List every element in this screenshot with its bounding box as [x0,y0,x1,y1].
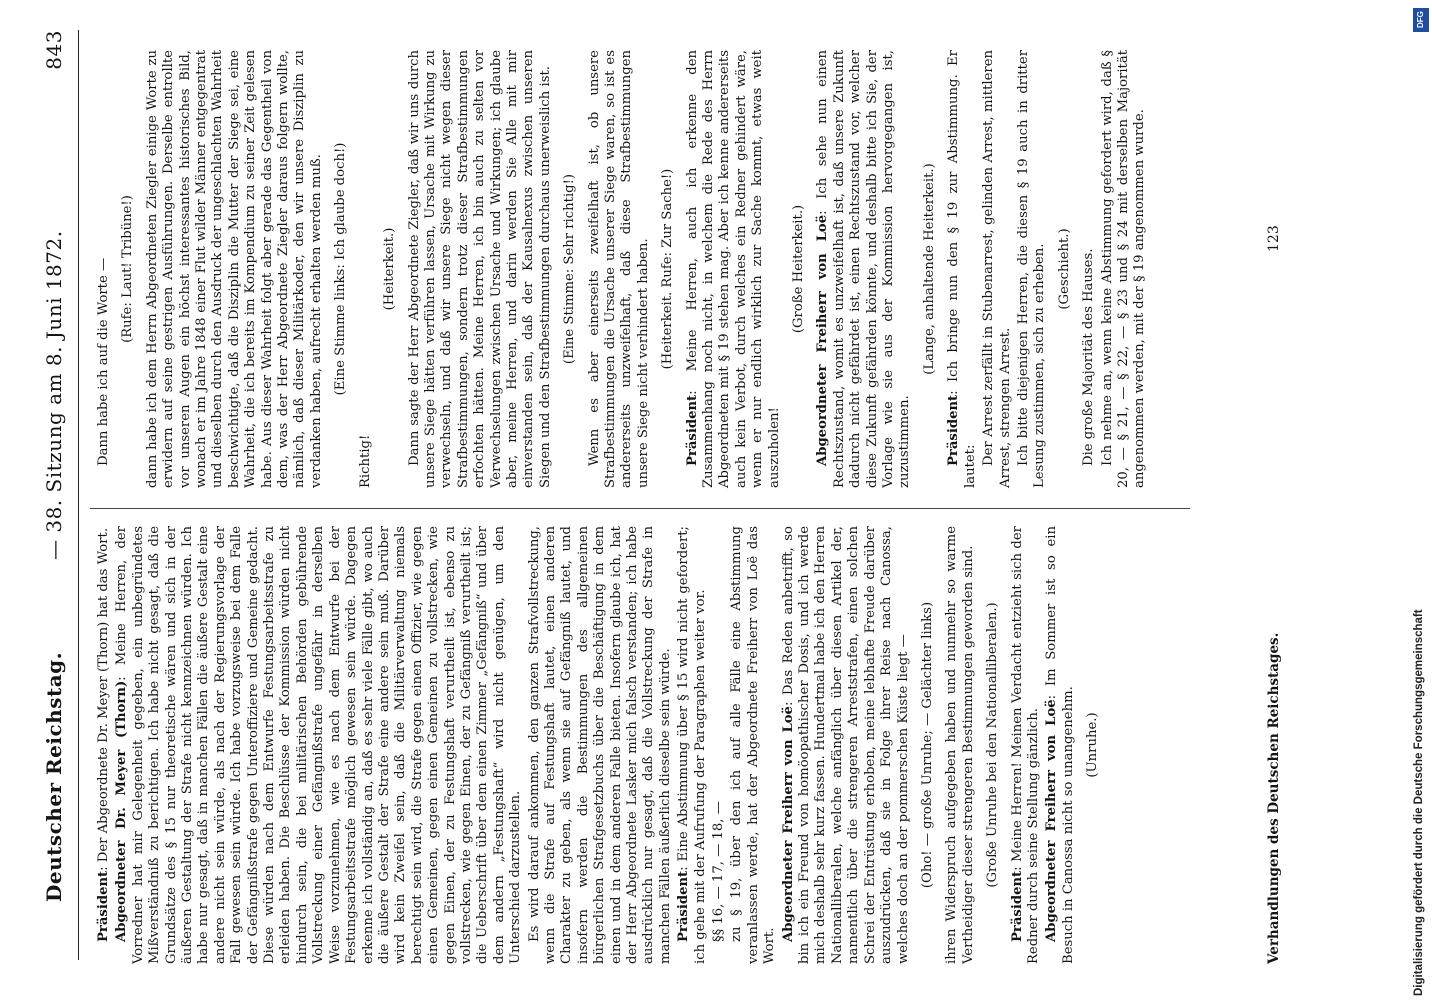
paragraph [1081,50,1097,488]
speaker-name: Präsident [1009,870,1025,942]
paragraph-text: (Heiterkeit. Rufe: Zur Sache!) [660,168,676,370]
paragraph-text: Ich bitte diejenigen Herren, die diesen § 19 auch in dritter Lesung zustimmen, sich zu erheben. [1015,50,1048,488]
paragraph [815,50,913,488]
footer-publication: Verhandlungen des Deutschen Reichstages. [1266,632,1282,964]
paragraph-text: (Große Unruhe bei den Nationalliberalen.) [985,602,1001,888]
paragraph-text: : Meine Herren, auch ich erkenne den Zusammenhang noch nicht, in welchem die Rede des Herrn Abgeordneten mit § 19 stehen mag. Aber ich kenne andererseits auch kein Verbot, durch welches ein Redner gehindert wäre, wenn er nur endlich wirklich zur Sache kommt, etwas weit auszuholen! [684,50,782,488]
paragraph-text: (Oho! — große Unruhe; — Gelächter links) [919,601,935,889]
paragraph [96,50,112,488]
paragraph [981,50,1014,488]
speaker-name: Präsident [684,394,700,466]
paragraph [1044,526,1077,964]
speaker-name: Abgeordneter Freiherr von Loë [1044,699,1060,942]
paragraph-text: : Meine Herren! Meinen Verdacht entzieht sich der Redner durch seine Stellung gänzlich. [1009,526,1041,964]
paragraph-text: zu § 19, über den ich auf alle Fälle eine Abstimmung veranlassen werde, hat der Abgeordnete Freiherr von Loë das Wort. [729,526,778,964]
paragraph-text: (Lange, anhaltende Heiterkeit.) [921,163,937,375]
paragraph-text: : Ich sehe nun einen Rechtszustand, womit es unzweifelhaft ist, daß unsere Zukunft dadurch nicht gefährdet ist, einen Rechtszustand vor, welcher diese Zukunft gefährden könnte, und deshalb bitte ich Sie, der Vorlage wie sie aus der Kommission hervorgegangen ist, zuzustimmen. [815,50,913,488]
header-rule [78,30,79,960]
paragraph [920,526,936,964]
paragraph-text: (Große Heiterkeit.) [791,204,807,334]
journal-title: Deutscher Reichstag. [42,651,66,902]
paragraph-text: : Meine Herren, der Vorredner hat mir Gelegenheit gegeben, ein unbegründetes Mißverständniß zu berichtigen. Ich habe nicht gesagt, daß die Grundsätze des § 15 nur theoretische wären und sich in der äußeren Gestaltung der Strafe nicht kennzeichnen würden. Ich habe nur gesagt, daß in manchen Fällen die äußere Gestalt eine andere nicht sein würde, als nach der Regierungsvorlage der Fall gewesen sein würde. Ich habe vorzugsweise bei dem Falle der Gefängnißstrafe gegen Unteroffiziere und Gemeine gedacht. Diese würden nach dem Entwurfe Festungsarbeitsstrafe zu erleiden haben. Die Beschlüsse der Kommission würden nicht hindurch sein, die bei militärischen Behörden gebührende Vollstreckung einer Gefängnißstrafe ungefähr in derselben Weise vorzunehmen, wie es nach dem Entwurfe bei der Festungsarbeitsstrafe möglich gewesen sein würde. Dagegen erkenne ich vollständig an, daß es sehr viele Fälle gibt, wo auch die äußere Gestalt der Strafe eine andere sein muß. Darüber wird kein Zweifel sein, daß die Militärverwaltung niemals berechtigt sein wird, die Strafe gegen einen Offizier, wie gegen einen Gemeinen, gegen einen Gemeinen zu vollstrecken, wie gegen Einen, der zu Festungshaft verurtheilt ist, ebenso zu vollstrecken, wie gegen Einen, der zu Gefängniß verurtheilt ist; die Ueberschrift über dem einen Zimmer „Gefängniß“ und über dem andern „Festungshaft“ wird nicht genügen, um den Unterschied darzustellen. [114,526,524,964]
paragraph-text: (Geschieht.) [1056,228,1072,310]
paragraph-text: Es wird darauf ankommen, den ganzen Strafvollstreckung, wenn die Strafe auf Festungshaft lautet, einen anderen Charakter zu geben, als wenn sie auf Gefängniß lautet, und insofern werden die Bestimmungen des allgemeinen bürgerlichen Strafgesetzbuchs über die Beschäftigung in dem einen und in dem anderen Falle bieten. Insofern glaube ich, hat der Herr Abgeordnete Lasker mich falsch verstanden; ich habe ausdrücklich nur gesagt, daß die Vollstreckung der Strafe in manchen Fällen äußerlich dieselbe sein würde. [526,526,673,964]
paragraph-text: Dann habe ich auf die Worte — [96,257,111,466]
paragraph-text: (Unruhe.) [1085,712,1101,778]
paragraph [120,50,136,488]
running-head [36,30,72,980]
paragraph [729,526,778,964]
digitization-credit-text: Digitalisierung gefördert durch die Deutsche Forschungsgemeinschaft [1413,609,1425,996]
paragraph-text: Dann sagte der Herr Abgeordnete Ziegler, daß wir uns durch unsere Siege hätten verführen lassen, Ursache mit Wirkung zu verwechseln, und daß wir unsere Siege nicht wegen dieser Strafbestimmungen, sondern trotz dieser Strafbestimmungen erfochten hätten. Meine Herren, ich bin auch zu selten vor Verwechselungen zwischen Ursache und Wirkungen; ich glaube aber, meine Herren, und darin werden Sie Alle mit mir einverstanden sein, daß der Kausalnexus zwischen unseren Siegen und den Strafbestimmungen durchaus unerweislich ist. [406,50,553,488]
paragraph-text: Ich nehme an, wenn keine Abstimmung gefordert wird, daß § 20, — § 21, — § 22, — § 23 und § 24 mit derselben Majorität angenommen werden, mit der § 19 angenommen wurde. [1099,50,1148,488]
paragraph [407,50,555,488]
paragraph [1085,526,1101,964]
paragraph-text: §§ 16, — 17, — 18, — [711,801,727,942]
paragraph [946,50,979,488]
left-column [96,526,1110,964]
paragraph [382,50,398,488]
paragraph [587,50,653,488]
paragraph [1010,526,1043,964]
speaker-name: Abgeordneter Freiherr von Loë [815,214,831,466]
paragraph-text: Die große Majorität des Hauses. [1081,248,1097,466]
speaker-name: Präsident [96,870,111,942]
paragraph [145,50,325,488]
paragraph-text: Richtig! [357,434,373,488]
speaker-name: Präsident [676,870,692,942]
dfg-logo: DFG [1413,8,1429,32]
paragraph-text: : Eine Abstimmung über § 15 wird nicht gefordert; ich gehe mit der Aufrufung der Paragraphen weiter vor. [676,526,708,964]
paragraph [114,526,524,964]
paragraph [711,526,727,964]
paragraph [1016,50,1049,488]
paragraph [685,50,783,488]
paragraph-text: ihren Widerspruch aufgegeben haben und nunmehr so warme Vertheidiger dieser strengeren Bestimmungen geworden sind. [944,526,976,964]
speaker-name: Abgeordneter Freiherr von Loë [780,706,796,942]
paragraph [922,50,938,488]
page-number: 843 [42,30,66,70]
paragraph [358,50,374,488]
sheet-number: 123 [1266,225,1282,252]
paragraph-text: Der Arrest zerfällt in Stubenarrest, gelinden Arrest, mittleren Arrest, strengen Arrest. [981,50,1013,488]
paragraph-text: (Rufe: Laut! Tribüne!) [120,195,136,343]
paragraph-text: Wenn es aber einerseits zweifelhaft ist, ob unsere Strafbestimmungen die Ursache unserer Siege waren, so ist es andererseits unzweifelhaft, daß diese Strafbestimmungen unsere Siege nicht verhindert haben. [586,50,651,488]
paragraph-text: : Ich bringe nun den § 19 zur Abstimmung. Er lautet: [946,50,978,488]
paragraph [333,50,349,488]
right-column [96,50,1151,488]
paragraph [96,526,112,964]
speaker-name: Abgeordneter Dr. Meyer (Thorn) [114,680,130,942]
paragraph [527,526,675,964]
paragraph [791,50,807,488]
paragraph [944,526,977,964]
paragraph-text: (Eine Stimme links: Ich glaube doch!) [333,142,349,396]
paragraph-text: : Das Reden anbetrifft, so bin ich ein Freund von homöopathischer Dosis, und ich werde mich deshalb sehr kurz fassen. Hundertmal habe ich den Herren Nationalliberalen, welche anfänglich über diesen Artikel der, namentlich über die strengeren Arreststrafen, einen solchen Schrei der Entrüstung erhoben, meine lebhafte Freude darüber auszudrücken, daß sie in Folge ihrer Reise nach Canossa, welches doch an der pommerschen Küste liegt — [780,526,911,964]
paragraph-text: dann habe ich dem Herrn Abgeordneten Ziegler einige Worte zu erwidern auf seine gestrigen Ausführungen. Derselbe entrollte vor unseren Augen ein höchst interessantes historisches Bild, wonach er im Jahre 1848 einer Flut wilder Männer entgegentrat und dieselben durch den Ausdruck der ungeschlachten Wahrheit beschwichtigte, daß die Disziplin die Mutter der Siege sei, eine Wahrheit, die ich bereits im Kompendium zu seiner Zeit gelesen habe. Aus dieser Wahrheit folgt aber gerade das Gegentheil von dem, was der Herr Abgeordnete Ziegler daraus folgern wollte, nämlich, daß dieser Militärkoder, den wir unsere Disziplin zu verdanken haben, aufrecht erhalten werden muß. [144,50,324,488]
paragraph [676,526,709,964]
paragraph-text: : Im Sommer ist so ein Besuch in Canossa nicht so unangenehm. [1044,526,1076,964]
digitization-credit [1410,8,1432,996]
paragraph [660,50,676,488]
paragraph [562,50,578,488]
paragraph-text: (Heiterkeit.) [382,227,398,311]
session-date: — 38. Sitzung am 8. Juni 1872. [42,230,66,560]
paragraph [985,526,1001,964]
speaker-name: Präsident [946,394,962,466]
column-divider [90,508,1190,509]
paragraph [1100,50,1149,488]
paragraph-text: (Eine Stimme: Sehr richtig!) [562,173,578,365]
paragraph [781,526,912,964]
paragraph-text: : Der Abgeordnete Dr. Meyer (Thorn) hat das Wort. [96,527,111,871]
paragraph [1057,50,1073,488]
